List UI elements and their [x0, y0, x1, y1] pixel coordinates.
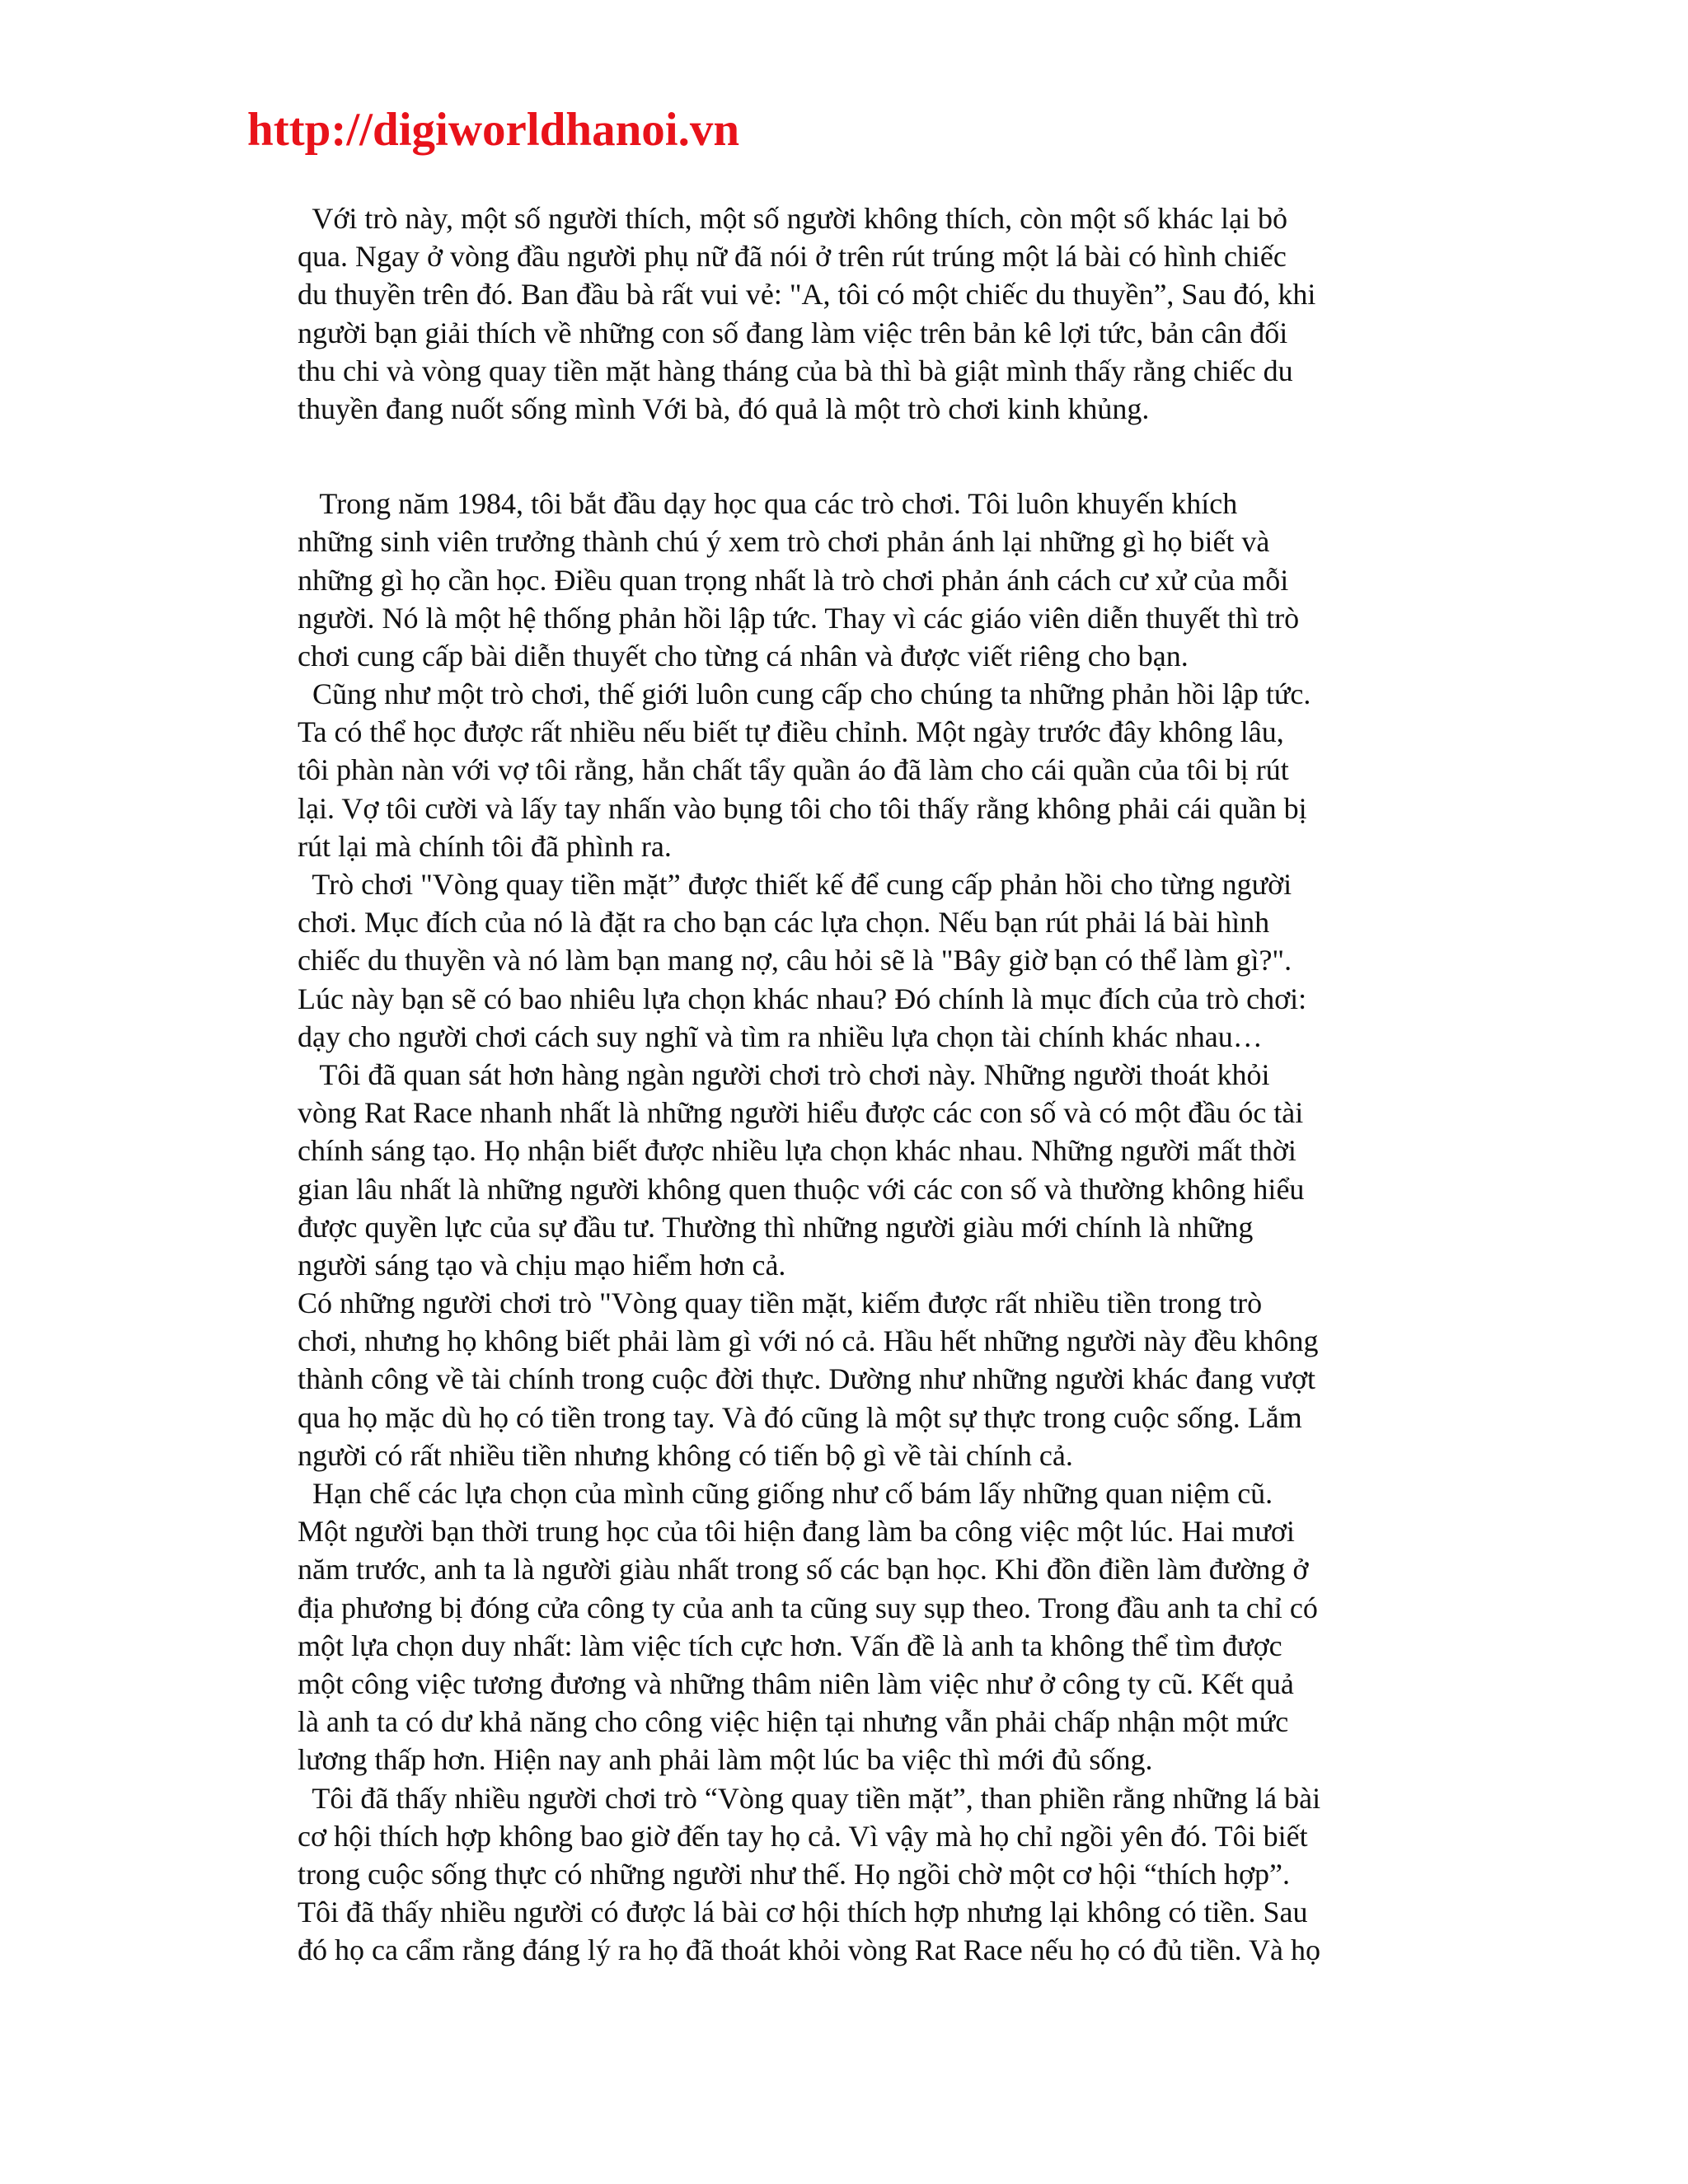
text-line: một lựa chọn duy nhất: làm việc tích cực hơn. Vấn đề là anh ta không thể tìm được: [298, 1629, 1282, 1662]
text-line: Tôi đã thấy nhiều người có được lá bài cơ hội thích hợp nhưng lại không có tiền. Sau: [298, 1896, 1308, 1929]
text-line: rút lại mà chính tôi đã phình ra.: [298, 829, 672, 863]
text-line: một công việc tương đương và những thâm niên làm việc như ở công ty cũ. Kết quả: [298, 1666, 1294, 1700]
text-line: Với trò này, một số người thích, một số người không thích, còn một số khác lại bỏ: [298, 202, 1288, 235]
text-line: những gì họ cần học. Điều quan trọng nhất là trò chơi phản ánh cách cư xử của mỗi: [298, 563, 1289, 597]
text-line: dạy cho người chơi cách suy nghĩ và tìm ra nhiều lựa chọn tài chính khác nhau…: [298, 1019, 1263, 1053]
text-line: vòng Rat Race nhanh nhất là những người hiểu được các con số và có một đầu óc tài: [298, 1096, 1304, 1130]
document-body: [298, 199, 1451, 1969]
text-line: năm trước, anh ta là người giàu nhất trong số các bạn học. Khi đồn điền làm đường ở: [298, 1553, 1309, 1586]
text-line: Một người bạn thời trung học của tôi hiện đang làm ba công việc một lúc. Hai mươi: [298, 1515, 1295, 1549]
text-line: qua họ mặc dù họ có tiền trong tay. Và đó cũng là một sự thực trong cuộc sống. Lắm: [298, 1400, 1302, 1434]
text-line: Trò chơi "Vòng quay tiền mặt” được thiết kế để cung cấp phản hồi cho từng người: [298, 868, 1292, 901]
text-line: thu chi và vòng quay tiền mặt hàng tháng của bà thì bà giật mình thấy rằng chiếc du: [298, 354, 1293, 387]
text-line: cơ hội thích hợp không bao giờ đến tay họ cả. Vì vậy mà họ chỉ ngồi yên đó. Tôi biết: [298, 1819, 1308, 1853]
text-line: thành công về tài chính trong cuộc đời thực. Dường như những người khác đang vượt: [298, 1362, 1315, 1396]
text-line: qua. Ngay ở vòng đầu người phụ nữ đã nói ở trên rút trúng một lá bài có hình chiếc: [298, 240, 1287, 274]
text-line: gian lâu nhất là những người không quen thuộc với các con số và thường không hiểu: [298, 1172, 1305, 1206]
text-line: Có những người chơi trò "Vòng quay tiền mặt, kiếm được rất nhiều tiền trong trò: [298, 1286, 1263, 1320]
text-line: chơi, nhưng họ không biết phải làm gì với nó cả. Hầu hết những người này đều không: [298, 1324, 1319, 1358]
text-line: Cũng như một trò chơi, thế giới luôn cung cấp cho chúng ta những phản hồi lập tức.: [298, 677, 1311, 711]
text-line: trong cuộc sống thực có những người như thế. Họ ngồi chờ một cơ hội “thích hợp”.: [298, 1857, 1290, 1891]
text-line: người bạn giải thích về những con số đang làm việc trên bản kê lợi tức, bản cân đối: [298, 316, 1288, 349]
text-line: chiếc du thuyền và nó làm bạn mang nợ, câu hỏi sẽ là "Bây giờ bạn có thể làm gì?".: [298, 944, 1292, 977]
text-line: Trong năm 1984, tôi bắt đầu dạy học qua các trò chơi. Tôi luôn khuyến khích: [298, 487, 1238, 521]
text-line: là anh ta có dư khả năng cho công việc hiện tại nhưng vẫn phải chấp nhận một mức: [298, 1705, 1289, 1739]
text-line: Lúc này bạn sẽ có bao nhiêu lựa chọn khác nhau? Đó chính là mục đích của trò chơi:: [298, 982, 1307, 1015]
text-line: thuyền đang nuốt sống mình Với bà, đó quả là một trò chơi kinh khủng.: [298, 391, 1150, 425]
text-line: địa phương bị đóng cửa công ty của anh ta cũng suy sụp theo. Trong đầu anh ta chỉ có: [298, 1591, 1318, 1624]
text-line: Tôi đã quan sát hơn hàng ngàn người chơi trò chơi này. Những người thoát khỏi: [298, 1057, 1270, 1091]
text-line: người. Nó là một hệ thống phản hồi lập tức. Thay vì các giáo viên diễn thuyết thì trò: [298, 601, 1300, 635]
text-line: những sinh viên trưởng thành chú ý xem trò chơi phản ánh lại những gì họ biết và: [298, 525, 1270, 559]
text-line: Ta có thể học được rất nhiều nếu biết tự điều chỉnh. Một ngày trước đây không lâu,: [298, 715, 1284, 749]
text-line: du thuyền trên đó. Ban đầu bà rất vui vẻ: "A, tôi có một chiếc du thuyền”, Sau đó, khi: [298, 278, 1316, 312]
text-line: chơi. Mục đích của nó là đặt ra cho bạn các lựa chọn. Nếu bạn rút phải lá bài hình: [298, 906, 1270, 940]
text-line: chơi cung cấp bài diễn thuyết cho từng cá nhân và được viết riêng cho bạn.: [298, 639, 1189, 673]
header-url-link[interactable]: http://digiworldhanoi.vn: [247, 104, 740, 156]
text-line: người sáng tạo và chịu mạo hiểm hơn cả.: [298, 1248, 786, 1282]
text-line: tôi phàn nàn với vợ tôi rằng, hẳn chất tẩy quần áo đã làm cho cái quần của tôi bị rút: [298, 753, 1289, 787]
text-line: chính sáng tạo. Họ nhận biết được nhiều lựa chọn khác nhau. Những người mất thời: [298, 1134, 1296, 1168]
text-line: người có rất nhiều tiền nhưng không có tiến bộ gì về tài chính cả.: [298, 1438, 1073, 1472]
paragraph-gap: [298, 428, 1451, 485]
text-line: được quyền lực của sự đầu tư. Thường thì những người giàu mới chính là những: [298, 1210, 1254, 1244]
text-line: Hạn chế các lựa chọn của mình cũng giống như cố bám lấy những quan niệm cũ.: [298, 1477, 1273, 1510]
text-line: lương thấp hơn. Hiện nay anh phải làm một lúc ba việc thì mới đủ sống.: [298, 1743, 1153, 1777]
text-line: Tôi đã thấy nhiều người chơi trò “Vòng quay tiền mặt”, than phiền rằng những lá bài: [298, 1781, 1321, 1815]
text-line: lại. Vợ tôi cười và lấy tay nhấn vào bụng tôi cho tôi thấy rằng không phải cái quần bị: [298, 791, 1307, 825]
text-line: đó họ ca cẩm rằng đáng lý ra họ đã thoát khỏi vòng Rat Race nếu họ có đủ tiền. Và họ: [298, 1933, 1320, 1967]
